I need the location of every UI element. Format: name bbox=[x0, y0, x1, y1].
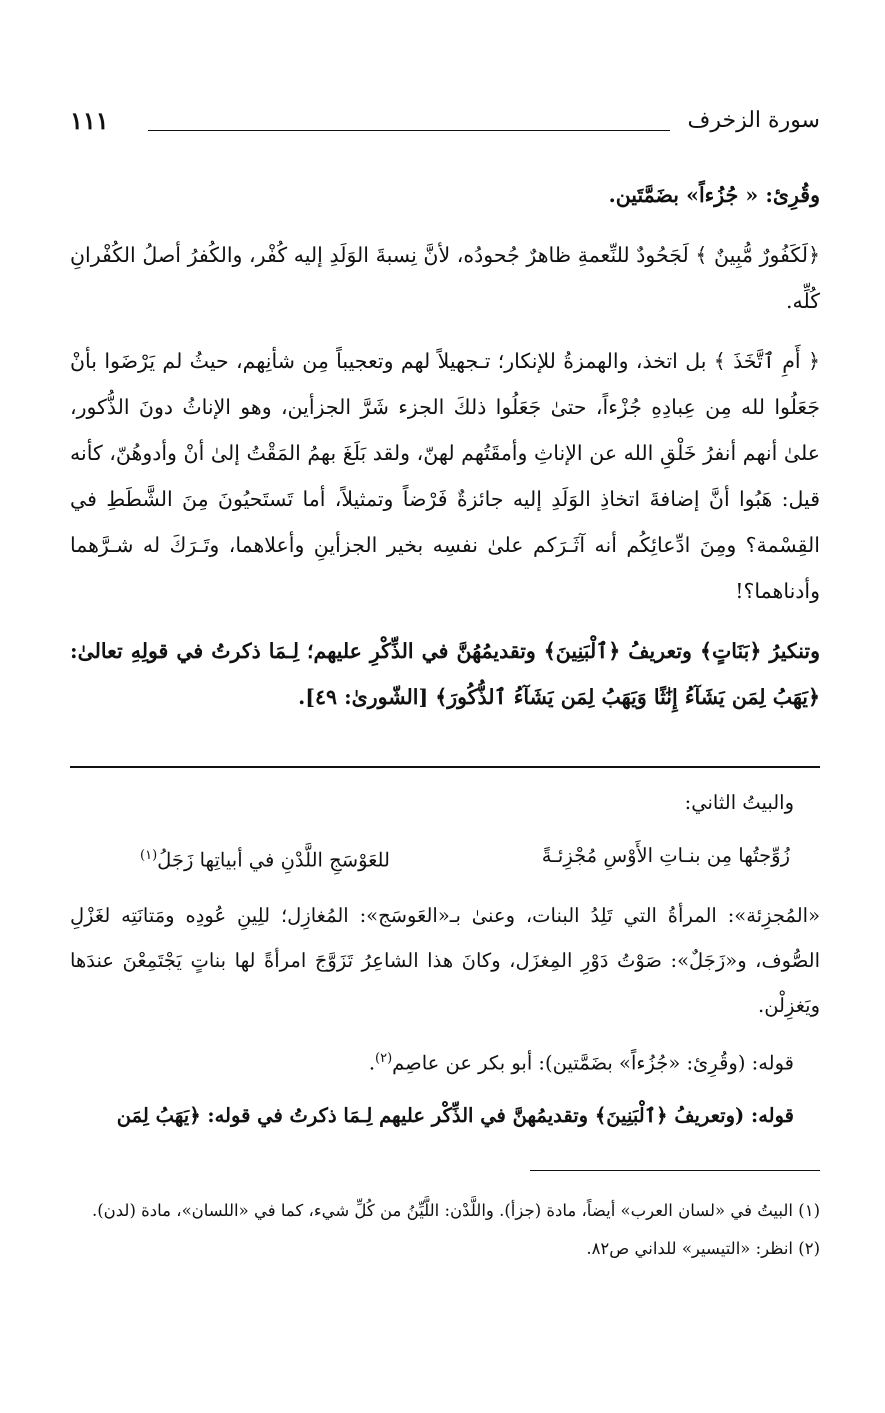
footnote-rule bbox=[530, 1170, 820, 1171]
footnote-marker-1: (١) bbox=[140, 848, 158, 863]
section-divider bbox=[70, 766, 820, 768]
poetry-verse bbox=[70, 833, 820, 883]
reading-note: وقُرِئ: « جُزُءاً» بضَمَّتَين. bbox=[608, 183, 820, 207]
gloss-section bbox=[70, 780, 820, 1146]
surah-title: سورة الزخرف bbox=[687, 108, 820, 133]
gloss-banin: قوله: (وتعريفُ ﴿ٱلْبَنِينَ﴾ وتقديمُهنَّ في الذِّكْر عليهم لِـمَا ذكرتُ في قوله: ﴿يَهَبُ لِمَن bbox=[116, 1104, 794, 1127]
footnote-2: (٢) انظر: «التيسير» للداني ص٨٢. bbox=[586, 1239, 820, 1258]
verse-first-hemistich: زُوِّجتُها مِن بنـاتِ الأَوْسِ مُجْزِئـةً bbox=[541, 844, 790, 867]
footnote-1: (١) البيتُ في «لسان العرب» أيضاً، مادة (جزأ). واللَّدْن: اللَّيِّنُ من كُلِّ شيء، كما في «اللسان»، مادة (لدن). bbox=[91, 1201, 820, 1220]
commentary-paragraph-ittakhadha: ﴿ أَمِ ٱتَّخَذَ ﴾ بل اتخذ، والهمزةُ للإنكار؛ تـجهيلاً لهم وتعجيباً مِن شأنِهم، حيثُ لم يَرْضَوا بأنْ جَعَلُوا لله مِن عِبادِهِ جُزْءاً، حتىٰ جَعَلُوا ذلكَ الجزء شَرَّ الجزأين، وهو الإناثُ دونَ الذُّكور، علىٰ أنهم أنفرُ خَلْقِ الله عن الإناثِ وأمقَتُهم لهنّ، ولقد بَلَغَ بهمُ المَقْتُ إلىٰ أنْ وأدوهُنّ، كأنه قيل: هَبُوا أنَّ إضافةَ اتخاذِ الوَلَدِ إليه جائزةٌ فَرْضاً وتمثيلاً، أما تَستَحيُونَ مِنَ الشَّطَطِ في القِسْمة؟ ومِنَ ادِّعائِكُم أنه آثَـرَكم علىٰ نفسِه بخير الجزأينِ وأعلاهما، وتَـرَكَ له شـرَّهما وأدناهما؟! bbox=[70, 349, 820, 603]
footnotes bbox=[70, 1192, 820, 1268]
verse-intro: والبيتُ الثاني: bbox=[684, 791, 794, 814]
gloss-reading-end: . bbox=[368, 1051, 376, 1074]
gloss-reading bbox=[70, 1036, 820, 1086]
running-header bbox=[70, 108, 820, 148]
commentary-paragraph-kafur: ﴿لَكَفُورٌ مُّبِينٌ ﴾ لَجَحُودٌ للنِّعمةِ ظاهرٌ جُحودُه، لأنَّ نِسبةَ الوَلَدِ إليه كُفْر، والكُفرُ أصلُ الكُفْرانِ كُلِّه. bbox=[70, 243, 820, 313]
gloss-mujzia: «المُجزِئة»: المرأةُ التي تَلِدُ البنات، وعنىٰ بـ«العَوسَج»: المُغازِل؛ للِينِ عُودِه ومَتانَتِه لغَزْلِ الصُّوف، و«زَجَلٌ»: صَوْتُ دَوْرِ المِغزَل، وكانَ هذا الشاعِرُ تَزَوَّجَ امرأةً لها بناتٍ يَجْتَمِعْنَ عندَها ويَغزِلْن. bbox=[70, 903, 820, 1017]
book-page bbox=[70, 0, 820, 1413]
footnote-marker-2: (٢) bbox=[375, 1050, 393, 1066]
verse-second-hemistich bbox=[140, 833, 390, 883]
main-commentary bbox=[70, 172, 820, 734]
gloss-reading-text: قوله: (وقُرِئ: «جُزُءاً» بضَمَّتين): أبو بكر عن عاصِم bbox=[392, 1051, 794, 1074]
header-rule bbox=[148, 130, 670, 131]
commentary-paragraph-banat: وتنكيرُ ﴿بَنَاتٍ﴾ وتعريفُ ﴿ٱلْبَنِينَ﴾ وتقديمُهُنَّ في الذِّكْرِ عليهم؛ لِـمَا ذكرتُ في قولِهِ تعالىٰ: ﴿يَهَبُ لِمَن يَشَآءُ إِنَٰثًا وَيَهَبُ لِمَن يَشَآءُ ٱلذُّكُورَ﴾ [الشّورىٰ: ٤٩]. bbox=[70, 639, 820, 709]
page-number: ١١١ bbox=[70, 106, 109, 135]
verse-second-text: للعَوْسَجِ اللَّدْنِ في أبياتِها زَجَلُ bbox=[157, 848, 390, 872]
